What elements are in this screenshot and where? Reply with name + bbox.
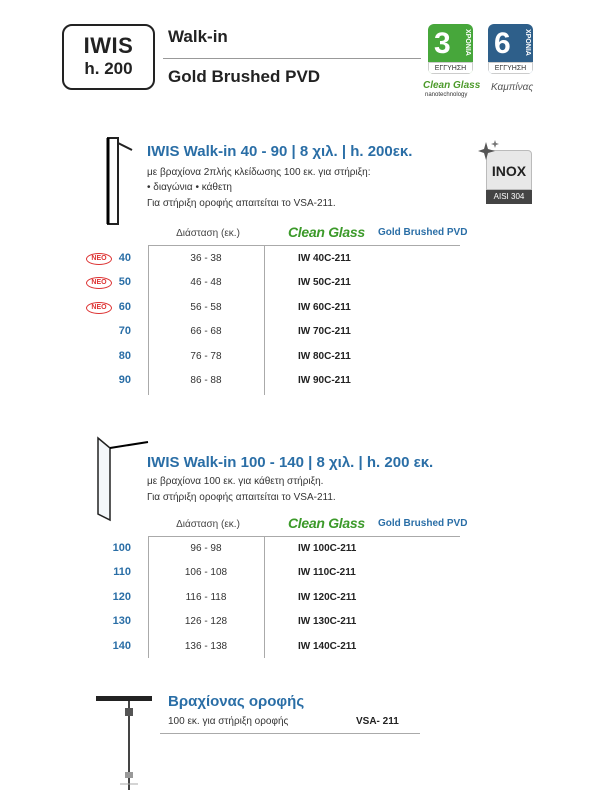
column-dimension: Διάσταση (εκ.) (176, 228, 240, 239)
new-badge: ΝΕΟ (86, 302, 112, 314)
row-dimension: 106 - 108 (184, 567, 228, 579)
section2-note: Για στήριξη οροφής απαιτείται το VSA-211. (147, 492, 336, 503)
row-product-code: IW 130C-211 (298, 616, 357, 628)
section3-line (160, 733, 420, 734)
ceiling-bracket-icon (96, 694, 156, 794)
section3-desc: 100 εκ. για στήριξη οροφής (168, 716, 289, 727)
sparkle-icon (478, 140, 500, 166)
row-size: 50 (118, 276, 131, 289)
row-dimension: 116 - 118 (185, 591, 227, 603)
section3-title: Βραχίονας οροφής (168, 693, 305, 710)
model-height: h. 200 (84, 59, 133, 78)
row-size: 130 (112, 615, 131, 628)
section2-title: IWIS Walk-in 100 - 140 | 8 χιλ. | h. 200 εκ. (147, 454, 434, 471)
section1-note: Για στήριξη οροφής απαιτείται το VSA-211. (147, 198, 336, 209)
warranty-years-label: ΧΡΟΝΙΑ (464, 29, 471, 56)
column-gold-brushed: Gold Brushed PVD (378, 518, 468, 529)
row-product-code: IW 70C-211 (298, 326, 351, 338)
row-dimension: 126 - 128 (184, 616, 228, 628)
column-gold-brushed: Gold Brushed PVD (378, 227, 468, 238)
row-product-code: IW 50C-211 (298, 277, 351, 289)
row-size: 120 (112, 590, 131, 603)
column-clean-glass: Clean Glass (288, 224, 365, 240)
cabin-label: Καμπίνας (491, 82, 534, 93)
row-dimension: 86 - 88 (190, 375, 222, 386)
row-size: 110 (113, 566, 131, 579)
row-product-code: IW 90C-211 (298, 375, 351, 386)
table-mid-line (264, 536, 265, 658)
row-size: 40 (118, 252, 131, 264)
warranty-label: ΕΓΓΥΗΣΗ (428, 62, 473, 74)
walk-in-panel-vertical-icon (92, 434, 152, 524)
inox-grade: AISI 304 (486, 190, 532, 204)
row-dimension: 46 - 48 (190, 277, 222, 289)
row-product-code: IW 140C-211 (298, 640, 357, 652)
row-size: 60 (118, 300, 131, 313)
row-dimension: 96 - 98 (190, 543, 222, 554)
warranty-years-number: 3 (434, 27, 451, 60)
section1-desc-options: • διαγώνια • κάθετη (147, 182, 232, 193)
warranty-label: ΕΓΓΥΗΣΗ (488, 62, 533, 74)
row-size: 90 (118, 374, 131, 386)
new-badge: ΝΕΟ (86, 277, 112, 289)
row-dimension: 136 - 138 (184, 640, 228, 652)
row-product-code: IW 100C-211 (298, 543, 357, 554)
row-size: 100 (112, 542, 131, 554)
row-size: 140 (112, 639, 131, 652)
warranty-years-label: ΧΡΟΝΙΑ (524, 29, 531, 56)
clean-glass-logo-sub: nanotechnology (425, 92, 468, 98)
table-header-line (148, 536, 460, 537)
row-dimension: 66 - 68 (190, 326, 222, 338)
section3-code: VSA- 211 (356, 716, 399, 727)
row-product-code: IW 80C-211 (298, 350, 351, 362)
frame-warranty-badge (488, 24, 533, 74)
column-dimension: Διάσταση (εκ.) (176, 519, 240, 530)
row-dimension: 36 - 38 (190, 253, 222, 264)
clean-glass-logo: Clean Glass (423, 80, 481, 91)
new-badge: ΝΕΟ (86, 253, 112, 265)
column-clean-glass: Clean Glass (288, 515, 365, 531)
page-title: Walk-in (168, 27, 228, 46)
row-product-code: IW 40C-211 (298, 253, 351, 264)
glass-warranty-badge (428, 24, 473, 74)
row-product-code: IW 120C-211 (298, 591, 357, 603)
model-name: IWIS (83, 33, 134, 58)
row-size: 80 (118, 349, 131, 362)
model-box (62, 24, 155, 90)
table-left-line (148, 536, 149, 658)
table-header-line (148, 245, 460, 246)
walk-in-panel-diagonal-icon (100, 132, 140, 230)
row-product-code: IW 110C-211 (298, 567, 356, 579)
row-product-code: IW 60C-211 (298, 301, 351, 313)
section2-desc: με βραχίονα 100 εκ. για κάθετη στήριξη. (147, 476, 324, 487)
table-mid-line (264, 245, 265, 395)
section1-title: IWIS Walk-in 40 - 90 | 8 χιλ. | h. 200εκ. (147, 143, 413, 160)
row-size: 70 (118, 325, 131, 338)
table-left-line (148, 245, 149, 395)
row-dimension: 76 - 78 (190, 350, 222, 362)
warranty-years-number: 6 (494, 27, 511, 60)
page-subtitle: Gold Brushed PVD (168, 67, 321, 86)
header-divider (163, 58, 421, 59)
row-dimension: 56 - 58 (190, 301, 222, 313)
inox-label: INOX (486, 150, 532, 190)
section1-desc: με βραχίονα 2πλής κλείδωσης 100 εκ. για στήριξη: (147, 167, 371, 178)
